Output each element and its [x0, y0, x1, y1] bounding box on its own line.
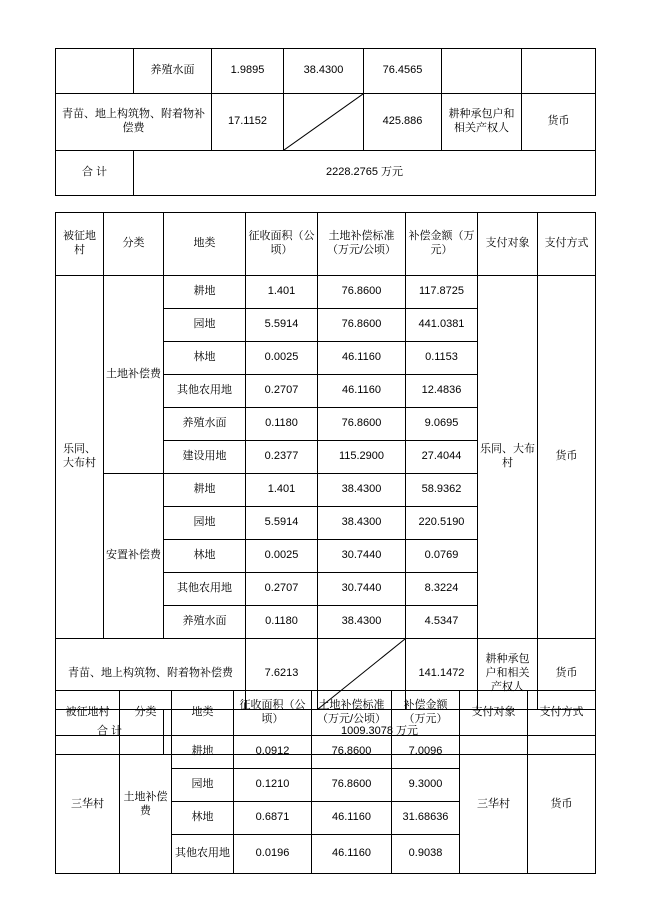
header-standard: 土地补偿标准（万元/公顷）: [318, 213, 406, 276]
payee-cell: 耕种承包户和相关产权人: [478, 639, 538, 710]
amount-cell: 9.0695: [406, 408, 478, 441]
amount-cell: 76.4565: [364, 49, 442, 94]
amount-cell: 0.1153: [406, 342, 478, 375]
standard-cell: 30.7440: [318, 573, 406, 606]
amount-cell: 9.3000: [392, 769, 460, 802]
header-land-type: 地类: [172, 691, 234, 736]
table-letong-dabu: [55, 212, 596, 755]
header-village: 被征地村: [56, 691, 120, 736]
area-cell: 0.1180: [246, 606, 318, 639]
standard-cell: 76.8600: [318, 408, 406, 441]
header-amount: 补偿金额（万元）: [406, 213, 478, 276]
standard-cell: 38.4300: [318, 507, 406, 540]
area-cell: 1.9895: [212, 49, 284, 94]
header-payee: 支付对象: [460, 691, 528, 736]
header-payment-method: 支付方式: [538, 213, 596, 276]
amount-cell: 0.9038: [392, 835, 460, 874]
land-type-cell: 耕地: [164, 474, 246, 507]
land-type-cell: 耕地: [164, 276, 246, 309]
amount-cell: 441.0381: [406, 309, 478, 342]
header-payee: 支付对象: [478, 213, 538, 276]
header-category: 分类: [120, 691, 172, 736]
land-type-cell: 耕地: [172, 736, 234, 769]
payment-method-cell: [522, 49, 596, 94]
land-type-cell: 其他农用地: [172, 835, 234, 874]
area-cell: 0.2707: [246, 375, 318, 408]
standard-cell: 38.4300: [318, 606, 406, 639]
land-type-cell: 园地: [172, 769, 234, 802]
header-payment-method: 支付方式: [528, 691, 596, 736]
area-cell: 5.5914: [246, 309, 318, 342]
table-row: [56, 736, 596, 769]
amount-cell: 7.0096: [392, 736, 460, 769]
village-cell: 乐同、大布村: [56, 276, 104, 639]
standard-cell: 46.1160: [318, 342, 406, 375]
table-header-row: [56, 691, 596, 736]
standard-cell: 46.1160: [312, 835, 392, 874]
area-cell: 1.401: [246, 474, 318, 507]
land-type-cell: 林地: [172, 802, 234, 835]
header-amount: 补偿金额（万元）: [392, 691, 460, 736]
table-top-continued: [55, 48, 596, 196]
standard-cell: 46.1160: [312, 802, 392, 835]
area-cell: 0.0912: [234, 736, 312, 769]
amount-cell: 220.5190: [406, 507, 478, 540]
standard-cell: 76.8600: [312, 736, 392, 769]
header-category: 分类: [104, 213, 164, 276]
payment-method-cell: 货币: [528, 736, 596, 874]
amount-cell: 4.5347: [406, 606, 478, 639]
amount-cell: 8.3224: [406, 573, 478, 606]
diagonal-slash-icon: [284, 94, 363, 150]
category-land-cell: 土地补偿费: [120, 736, 172, 874]
total-label-cell: 合 计: [56, 710, 164, 755]
table-header-row: [56, 213, 596, 276]
area-cell: 7.6213: [246, 639, 318, 710]
area-cell: 0.0025: [246, 540, 318, 573]
header-village: 被征地村: [56, 213, 104, 276]
amount-cell: 31.68636: [392, 802, 460, 835]
table-row: [56, 151, 596, 196]
header-standard: 土地补偿标准（万元/公顷）: [312, 691, 392, 736]
total-value-cell: 1009.3078 万元: [164, 710, 596, 755]
standard-slash-cell: [284, 94, 364, 151]
standard-cell: 76.8600: [312, 769, 392, 802]
payee-cell: 三华村: [460, 736, 528, 874]
land-type-cell: 养殖水面: [164, 408, 246, 441]
amount-cell: 27.4044: [406, 441, 478, 474]
standard-cell: 76.8600: [318, 276, 406, 309]
table-row: [56, 276, 596, 309]
amount-cell: 12.4836: [406, 375, 478, 408]
payee-cell: 乐同、大布村: [478, 276, 538, 639]
table-sanhua: [55, 690, 596, 874]
total-value-cell: 2228.2765 万元: [134, 151, 596, 196]
compensation-label-cell: 青苗、地上构筑物、附着物补偿费: [56, 94, 212, 151]
area-cell: 0.0196: [234, 835, 312, 874]
land-type-cell: 其他农用地: [164, 573, 246, 606]
standard-cell: 30.7440: [318, 540, 406, 573]
land-type-cell: 养殖水面: [164, 606, 246, 639]
header-land-type: 地类: [164, 213, 246, 276]
land-type-cell: 林地: [164, 540, 246, 573]
land-type-cell: 园地: [164, 507, 246, 540]
amount-cell: 58.9362: [406, 474, 478, 507]
land-type-cell: 林地: [164, 342, 246, 375]
payment-method-cell: 货币: [538, 639, 596, 710]
amount-cell: 0.0769: [406, 540, 478, 573]
area-cell: 0.0025: [246, 342, 318, 375]
standard-cell: 38.4300: [318, 474, 406, 507]
village-cell: 三华村: [56, 736, 120, 874]
land-type-cell: 其他农用地: [164, 375, 246, 408]
header-area: 征收面积（公顷）: [234, 691, 312, 736]
standard-cell: 38.4300: [284, 49, 364, 94]
category-resettle-cell: 安置补偿费: [104, 474, 164, 639]
amount-cell: 117.8725: [406, 276, 478, 309]
land-type-cell: 建设用地: [164, 441, 246, 474]
area-cell: 0.2707: [246, 573, 318, 606]
area-cell: 0.2377: [246, 441, 318, 474]
area-cell: 0.6871: [234, 802, 312, 835]
amount-cell: 425.886: [364, 94, 442, 151]
empty-cell: [56, 49, 134, 94]
amount-cell: 141.1472: [406, 639, 478, 710]
area-cell: 0.1210: [234, 769, 312, 802]
standard-cell: 76.8600: [318, 309, 406, 342]
land-type-cell: 养殖水面: [134, 49, 212, 94]
category-land-cell: 土地补偿费: [104, 276, 164, 474]
land-type-cell: 园地: [164, 309, 246, 342]
area-cell: 17.1152: [212, 94, 284, 151]
compensation-label-cell: 青苗、地上构筑物、附着物补偿费: [56, 639, 246, 710]
area-cell: 5.5914: [246, 507, 318, 540]
standard-cell: 115.2900: [318, 441, 406, 474]
area-cell: 0.1180: [246, 408, 318, 441]
standard-cell: 46.1160: [318, 375, 406, 408]
payee-cell: [442, 49, 522, 94]
payee-cell: 耕种承包户和相关产权人: [442, 94, 522, 151]
payment-method-cell: 货币: [538, 276, 596, 639]
header-area: 征收面积（公顷）: [246, 213, 318, 276]
table-row: [56, 49, 596, 94]
area-cell: 1.401: [246, 276, 318, 309]
total-label-cell: 合 计: [56, 151, 134, 196]
table-row: [56, 94, 596, 151]
payment-method-cell: 货币: [522, 94, 596, 151]
